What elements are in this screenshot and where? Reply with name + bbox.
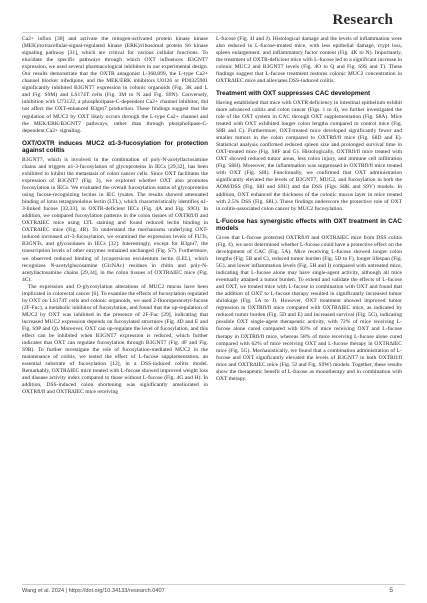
paragraph: Given that L-fucose protected OXTRfl/fl and OXTRΔIEC mice from DSS colitis (Fig. 4), we next determined whether L-fucose could have a protective effect on the development of CAC (Fig. 5A). Mice receiving L-fucose showed longer colon lengths (Fig. 5B and C), reduced tumor burden (Fig. 5D to F), longer lifespan (Fig. 5G), and lower inflammation levels (Fig. 5H and I) compared with untreated mice, indicating that L-fucose alone may have single-agent activity, although all mice eventually attained a tumor burden. To extend and validate the effects of L-fucose and OXT, we treated mice with L-fucose in combination with OXT and found that the addition of OXT to L-fucose therapy resulted in significantly increased tumor shrinkage (Fig. 5A to J). However, OXT treatment showed improved tumor regression in OXTRfl/fl mice compared with OXTRΔIEC mice, as indicated by reduced tumor burden (Fig. 5D and E) and increased survival (Fig. 5G), indicating possible OXT single-agent therapeutic activity, with 72% of mice receiving L-fucose alone cured compared with 83% of mice receiving OXT and L-fucose therapy in OXTRfl/fl mice, whereas 58% of mice receiving L-fucose alone cured compared with 62% of mice receiving OXT and L-fucose therapy in OXTRΔIEC mice (Fig. 5G). Mechanistically, we found that a combination administration of L-fucose and OXT significantly elevated the levels of B3GNT7 in both OXTRfl/fl mice and OXTRΔIEC mice (Fig. 5J and Fig. S9W) models. Together, these results show the therapeutic benefit of L-fucose as monotherapy and in combination with OXT therapy. xyxy=(216,234,402,382)
section-heading: Treatment with OXT suppresses CAC development xyxy=(216,90,371,98)
right-column xyxy=(216,36,402,383)
left-column xyxy=(22,36,208,396)
journal-name: Research xyxy=(332,12,393,28)
paragraph: The expression and O-glycosylation alterations of MUC2 mucus have been implicated in colorectal cancer [6]. To examine the effects of fucosylation regulated by OXT on LS174T cells and colonic organoids, we used 2-fluoroperacetyl-fucose (2F-Fuc), a metabolic inhibitor of fucosylation, and found that the up-regulation of MUC2 by OXT was inhibited in the presence of 2F-Fuc [29], indicating that increased MUC2 expression depends on fucosylated structures (Fig. 4D and E and Fig. S9P and Q). Moreover, OXT can up-regulate the level of fucosylation, and this effect can be inhibited when B3GNT7 expression is reduced, which further indicates that OXT can regulate fucosylation through B3GNT7 (Fig. 4F and Fig. S9R). To further investigate the role of fucosylation-mediated MUC2 in the maintenance of colitis, we tested the effect of L-fucose supplementation, an essential substrate of fucosylation [12], in a DSS-induced colitis model. Remarkably, OXTRΔIEC mice treated with L-fucose showed improved weight loss and disease activity index compared to those without L-fucose (Fig. 4G and H). In addition, DSS-induced colon shortening was significantly ameliorated in OXTRfl/fl and OXTRΔIEC mice receiving xyxy=(22,283,208,396)
paragraph: Having established that mice with OXTR deficiency in intestinal epithelium exhibit more advanced colitis and colon cancer (Figs. 1 to 4), we further investigated the role of the OXT system in CAC through OXT supplementation (Fig. S8A). Mice treated with OXT exhibited longer colon lengths compared to control mice (Fig. S8B and C). Furthermore, OXT-treated mice developed significantly fewer and smaller tumors in the colon compared to OXTRfl/fl mice (Fig. S8D and E). Statistical analysis confirmed reduced spleen size and prolonged survival time in OXT-treated mice (Fig. S8F and G). Histologically, OXTRfl/fl mice treated with OXT showed reduced tumor areas, less colon injury, and immune cell infiltration (Fig. S8H). Moreover, the inflammation was suppressed in OXTRfl/fl mice treated with OXT (Fig. S8I). Functionally, we confirmed that OXT administration significantly elevated the levels of B3GNT7, MUC2, and fucosylation in both the AOM/DSS (Fig. S8J and S9U) and the DSS (Figs. S8K and S9V) models. In addition, OXT enhanced the thickness of the colonic mucus layer in mice treated with 2.5% DSS (Fig. S8L). These findings underscore the protective role of OXT in colitis-associated colon cancer by MUC2 fucosylation. xyxy=(216,99,402,212)
top-bar xyxy=(0,0,427,8)
paragraph: Ca2+ influx [30] and activate the mitogen-activated protein kinase kinase (MEK)/extracellular-signal-regulated kinase (ERK)/ribosomal protein S6 kinase signaling pathway [31], which are critical for various cellular functions. To elucidate the specific pathways through which OXT influences B3GNT7 expression, we used several pharmacological inhibitors in our experimental design. Our results demonstrate that the OXTR antagonist L-368,899, the L-type Ca2+ channel blocker nifedipine, and the MEK/ERK inhibitors U0126 or PD0325901 significantly inhibited B3GNT7 expression in colonic organoids (Fig. 3K and L and Fig. S9M) and LS174T cells (Fig. 3M to N and Fig. S9N). Conversely, inhibition with U73122, a phospholipase-C-dependent Ca2+ channel inhibitor, did not affect the OXT-enhanced B3gnt7 production. These findings suggest that the regulation of MUC2 by OXT likely occurs through the L-type Ca2+ channel and the MEK/ERK/B3GNT7 pathways, rather than through phospholipase-C-dependent Ca2+ signaling. xyxy=(22,36,208,134)
footer-divider xyxy=(22,584,405,585)
section-heading: OXT/OXTR induces MUC2 α1-3-fucosylation for protection against colitis xyxy=(22,139,208,155)
section-heading: L-Fucose has synergistic effects with OXT treatment in CAC models xyxy=(216,217,402,233)
page-number: 5 xyxy=(389,587,393,594)
paragraph: B3GNT7, which is involved in the combination of poly-N-acetyllactosamine chains and triggers α1-3-fucosylation of glycoproteins in IECs [29,32], has been exhibited to inhibit the metastasis of colon cancer cells. Since OXT facilitates the expression of B3GNT7 (Fig. 3), we explored whether OXT also promotes fucosylation in IECs. We evaluated the overall fucosylation status of glycoproteins using fucose-recognizing lectins in IEC lysates. The results showed attenuated binding of lotus tetragonolobus lectin (LTL), which characteristically identifies α1-3-linked fucose [32,33], in OXTR-deficient IECs (Fig. 4A and Fig. S9O). In addition, we compared fucosylation patterns in the colon tissues of OXTRfl/fl and OXTRΔIEC mice using LTL staining and found reduced lectin binding in OXTRΔIEC mice (Fig. 4B). To understand the mechanisms underlying OXT-induced increased α1-3-fucosylation, we examined the expression levels of FUTs, B3GNTs, and glycosidases in IECs [32]. Interestingly, except for B3gnt7, the transcription levels of other enzymes remained unchanged (Fig. S7). Furthermore, we observed reduced binding of lycopersicon esculentum lectin (LEL), which recognizes N-acetylglucosamine (GlcNAc) residues in chitin and poly-N-acetyllactosamine chains [29,34], in the colon tissues of OXTRΔIEC mice (Fig. 4C). xyxy=(22,156,208,283)
header-divider xyxy=(22,32,393,33)
footer-citation: Wang et al. 2024 | https://doi.org/10.34133/research.0407 xyxy=(22,588,165,594)
paragraph: L-fucose (Fig. 4I and J). Histological damage and the levels of inflammation were also reduced in L-fucose-treated mice, with less epithelial damage, crypt loss, spleen enlargement, and inflammatory factor content (Fig. 4K to N). Importantly, the treatment of OXTR-deficient mice with L-fucose led to a significant increase in colonic MUC2 and B3GNT7 levels (Fig. 4O to Q and Fig. S9S and T). These findings suggest that L-fucose treatment restores colonic MUC2 concentration in OXTRΔIEC mice and alleviates DSS-induced colitis. xyxy=(216,36,402,85)
